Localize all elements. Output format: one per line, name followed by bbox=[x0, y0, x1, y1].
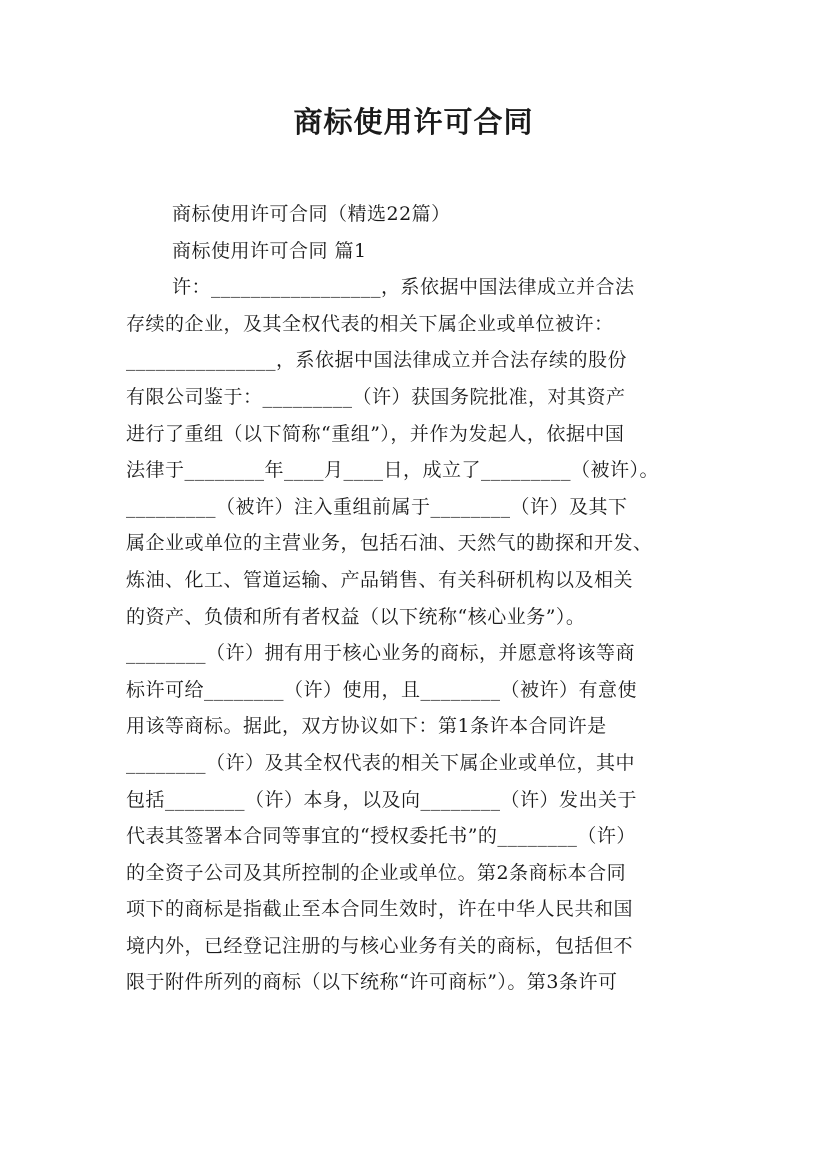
text-line: 标许可给________（许）使用，且________（被许）有意使 bbox=[126, 678, 638, 701]
text-line: 的全资子公司及其所控制的企业或单位。第2条商标本合同 bbox=[126, 861, 627, 884]
text-line: 境内外，已经登记注册的与核心业务有关的商标，包括但不 bbox=[126, 934, 634, 957]
text-line: 项下的商标是指截止至本合同生效时，许在中华人民共和国 bbox=[126, 898, 634, 921]
text-line: 许：_________________，系依据中国法律成立并合法 bbox=[172, 276, 635, 299]
text-line: 有限公司鉴于：_________（许）获国务院批准，对其资产 bbox=[126, 385, 626, 408]
text-line: 的资产、负债和所有者权益（以下统称“核心业务”）。 bbox=[126, 605, 586, 628]
text-line: 进行了重组（以下简称“重组”），并作为发起人，依据中国 bbox=[126, 422, 625, 445]
text-line: 代表其签署本合同等事宜的“授权委托书”的________（许） bbox=[126, 825, 636, 848]
text-line: 炼油、化工、管道运输、产品销售、有关科研机构以及相关 bbox=[126, 568, 634, 591]
text-line: 限于附件所列的商标（以下统称“许可商标”）。第3条许可 bbox=[126, 971, 618, 994]
text-line: _______________，系依据中国法律成立并合法存续的股份 bbox=[126, 349, 628, 372]
text-line: 属企业或单位的主营业务，包括石油、天然气的勘探和开发、 bbox=[126, 532, 653, 555]
text-line: _________（被许）注入重组前属于________（许）及其下 bbox=[126, 495, 628, 518]
document-title: 商标使用许可合同 bbox=[293, 105, 534, 139]
text-line: 用该等商标。据此，双方协议如下：第1条许本合同许是 bbox=[126, 715, 607, 738]
text-line: ________（许）拥有用于核心业务的商标，并愿意将该等商 bbox=[126, 642, 636, 665]
text-line: 存续的企业，及其全权代表的相关下属企业或单位被许： bbox=[126, 312, 614, 335]
text-line: 商标使用许可合同（精选22篇） bbox=[172, 203, 451, 225]
text-line: 商标使用许可合同 篇1 bbox=[172, 239, 367, 262]
text-line: 包括________（许）本身，以及向________（许）发出关于 bbox=[126, 788, 638, 811]
text-line: ________（许）及其全权代表的相关下属企业或单位，其中 bbox=[126, 751, 636, 774]
text-line: 法律于________年____月____日，成立了_________（被许）。 bbox=[126, 459, 660, 482]
document-body bbox=[126, 196, 726, 1001]
